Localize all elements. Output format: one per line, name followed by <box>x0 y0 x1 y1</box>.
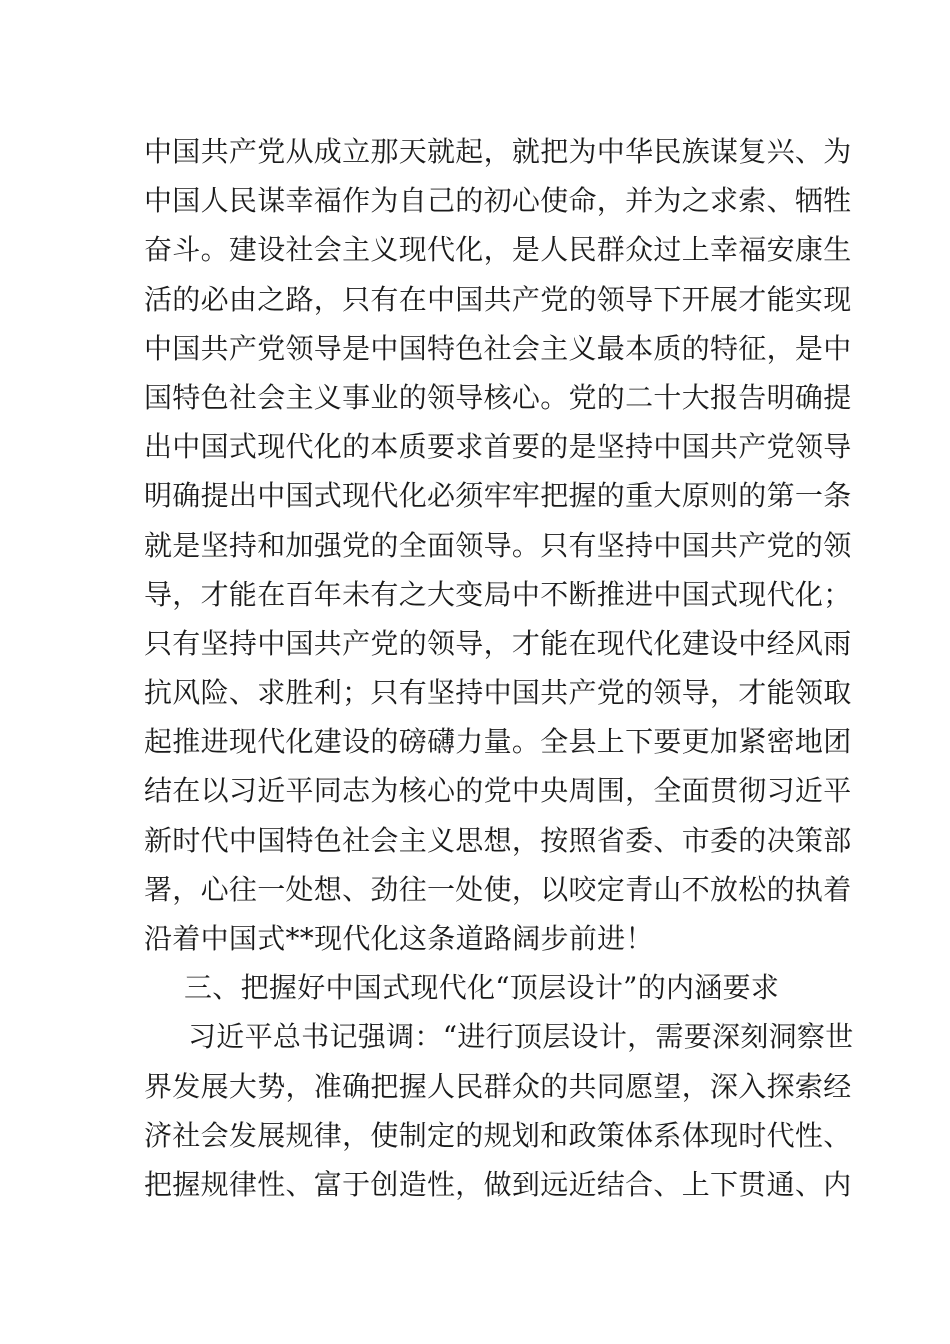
body-line: 习近平总书记强调：“进行顶层设计，需要深刻洞察世 <box>188 1020 854 1054</box>
body-line: 把握规律性、富于创造性，做到远近结合、上下贯通、内 <box>144 1167 852 1201</box>
body-line: 活的必由之路，只有在中国共产党的领导下开展才能实现 <box>144 282 852 316</box>
body-line: 沿着中国式**现代化这条道路阔步前进！ <box>144 922 654 955</box>
body-line: 抗风险、求胜利；只有坚持中国共产党的领导，才能领取 <box>144 676 852 710</box>
body-line: 中国共产党领导是中国特色社会主义最本质的特征，是中 <box>144 331 852 365</box>
body-line: 署，心往一处想、劲往一处使，以咬定青山不放松的执着 <box>144 872 852 906</box>
body-line: 就是坚持和加强党的全面领导。只有坚持中国共产党的领 <box>144 528 852 562</box>
body-line: 济社会发展规律，使制定的规划和政策体系体现时代性、 <box>144 1118 852 1152</box>
body-line: 奋斗。建设社会主义现代化，是人民群众过上幸福安康生 <box>144 233 852 267</box>
body-line: 界发展大势，准确把握人民群众的共同愿望，深入探索经 <box>144 1069 852 1103</box>
body-line: 结在以习近平同志为核心的党中央周围，全面贯彻习近平 <box>144 774 852 808</box>
document-body <box>144 127 854 1209</box>
body-line: 导，才能在百年未有之大变局中不断推进中国式现代化； <box>144 577 852 611</box>
body-line: 中国人民谋幸福作为自己的初心使命，并为之求索、牺牲 <box>144 184 852 218</box>
section-heading: 三、把握好中国式现代化“顶层设计”的内涵要求 <box>184 971 780 1005</box>
body-line: 国特色社会主义事业的领导核心。党的二十大报告明确提 <box>144 380 852 414</box>
body-line: 新时代中国特色社会主义思想，按照省委、市委的决策部 <box>144 823 852 857</box>
body-line: 出中国式现代化的本质要求首要的是坚持中国共产党领导 <box>144 430 852 464</box>
body-line: 起推进现代化建设的磅礴力量。全县上下要更加紧密地团 <box>144 725 852 759</box>
body-line: 明确提出中国式现代化必须牢牢把握的重大原则的第一条 <box>144 479 852 513</box>
body-line: 中国共产党从成立那天就起，就把为中华民族谋复兴、为 <box>144 135 852 168</box>
body-line: 只有坚持中国共产党的领导，才能在现代化建设中经风雨 <box>144 626 852 660</box>
